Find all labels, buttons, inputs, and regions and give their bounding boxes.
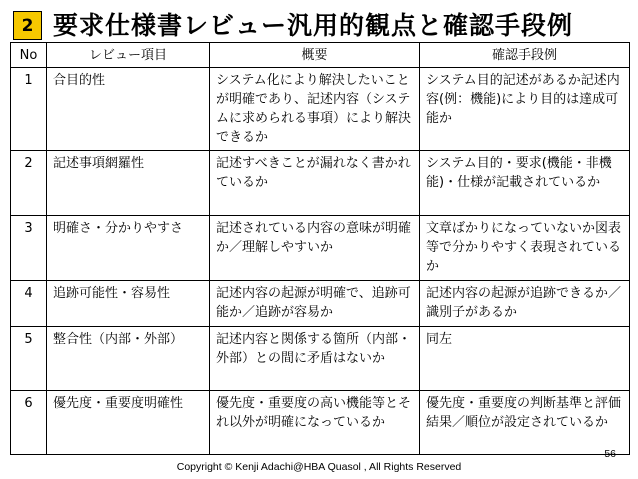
table-row	[11, 151, 630, 216]
row-item: 追跡可能性・容易性	[47, 281, 210, 327]
row-item: 優先度・重要度明確性	[47, 391, 210, 455]
slide-title: 要求仕様書レビュー汎用的観点と確認手段例	[53, 11, 574, 40]
header-review-item: レビュー項目	[47, 43, 210, 68]
row-no: 2	[11, 151, 47, 216]
table-row	[11, 68, 630, 151]
row-method: 文章ばかりになっていないか図表等で分かりやすく表現されているか	[420, 216, 630, 281]
copyright-footer: Copyright © Kenji Adachi@HBA Quasol , All Rights Reserved	[176, 461, 462, 473]
table-header-row	[11, 43, 630, 68]
header-method: 確認手段例	[420, 43, 630, 68]
review-criteria-table	[10, 42, 630, 455]
row-method: 同左	[420, 327, 630, 391]
row-no: 6	[11, 391, 47, 455]
row-summary: 記述されている内容の意味が明確か／理解しやすいか	[210, 216, 420, 281]
row-no: 1	[11, 68, 47, 151]
page-number: 56	[604, 448, 616, 460]
row-summary: 記述すべきことが漏れなく書かれているか	[210, 151, 420, 216]
row-method: 優先度・重要度の判断基準と評価結果／順位が設定されているか	[420, 391, 630, 455]
row-method: 記述内容の起源が追跡できるか／識別子があるか	[420, 281, 630, 327]
row-summary: 優先度・重要度の高い機能等とそれ以外が明確になっているか	[210, 391, 420, 455]
row-method: システム目的・要求(機能・非機能)・仕様が記載されているか	[420, 151, 630, 216]
row-summary: 記述内容の起源が明確で、追跡可能か／追跡が容易か	[210, 281, 420, 327]
row-no: 4	[11, 281, 47, 327]
table-row	[11, 216, 630, 281]
table-row	[11, 391, 630, 455]
header-no: No	[11, 43, 47, 68]
row-no: 3	[11, 216, 47, 281]
slide-number-badge: 2	[13, 11, 42, 40]
row-item: 合目的性	[47, 68, 210, 151]
row-item: 記述事項網羅性	[47, 151, 210, 216]
row-method: システム目的記述があるか記述内容(例：機能)により目的は達成可能か	[420, 68, 630, 151]
row-item: 明確さ・分かりやすさ	[47, 216, 210, 281]
row-no: 5	[11, 327, 47, 391]
table-row	[11, 281, 630, 327]
row-item: 整合性（内部・外部）	[47, 327, 210, 391]
row-summary: 記述内容と関係する箇所（内部・外部）との間に矛盾はないか	[210, 327, 420, 391]
header-summary: 概要	[210, 43, 420, 68]
row-summary: システム化により解決したいことが明確であり、記述内容（システムに求められる事項）により解決できるか	[210, 68, 420, 151]
table-row	[11, 327, 630, 391]
